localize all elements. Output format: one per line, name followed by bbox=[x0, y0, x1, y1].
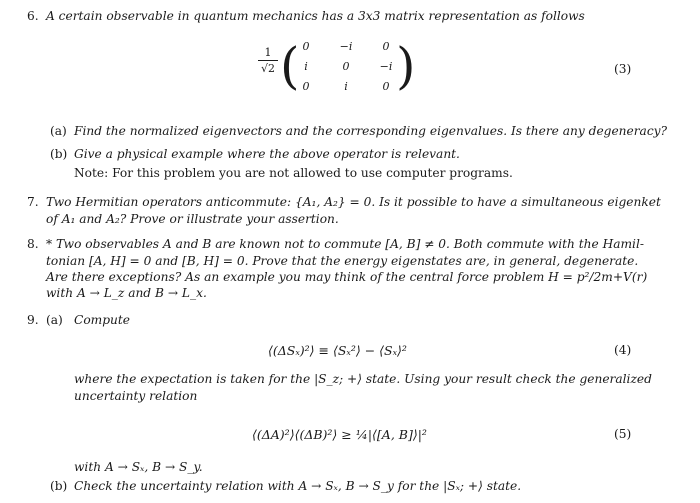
prefactor-numerator: 1 bbox=[264, 46, 272, 59]
matrix-cell-r1c3: 0 bbox=[382, 40, 390, 53]
equation-number-4: (4) bbox=[614, 343, 632, 357]
prefactor-denominator: √2 bbox=[260, 62, 275, 75]
problem-6b-label: (b) bbox=[50, 147, 68, 161]
matrix-cell-r3c2: i bbox=[344, 80, 348, 93]
problem-8-line-4: with A → L_z and B → L_x. bbox=[46, 286, 207, 300]
matrix-cell-r2c1: i bbox=[304, 60, 308, 73]
matrix-cell-r3c3: 0 bbox=[382, 80, 390, 93]
problem-6-note: Note: For this problem you are not allowed to use computer programs. bbox=[74, 166, 513, 180]
equation-5: ⟨(ΔA)²⟩⟨(ΔB)²⟩ ≥ ¼|⟨[A, B]⟩|² bbox=[252, 427, 427, 442]
matrix-right-paren: ) bbox=[396, 37, 416, 95]
problem-6b-text: Give a physical example where the above operator is relevant. bbox=[74, 147, 460, 161]
problem-6-statement: A certain observable in quantum mechanics has a 3x3 matrix representation as follows bbox=[46, 9, 585, 23]
problem-9a-text: Compute bbox=[74, 313, 130, 327]
problem-9-with: with A → Sₓ, B → S_y. bbox=[74, 460, 203, 474]
problem-6a-text: Find the normalized eigenvectors and the corresponding eigenvalues. Is there any degeneracy? bbox=[74, 124, 668, 138]
problem-6a-label: (a) bbox=[50, 124, 67, 138]
matrix-cell-r1c1: 0 bbox=[302, 40, 310, 53]
matrix-cell-r1c2: −i bbox=[339, 40, 353, 53]
problem-9-line-2: uncertainty relation bbox=[74, 389, 198, 403]
problem-7-line-2: of A₁ and A₂? Prove or illustrate your assertion. bbox=[46, 212, 339, 226]
problem-9b-text: Check the uncertainty relation with A → Sₓ, B → S_y for the |Sₓ; +⟩ state. bbox=[74, 479, 522, 493]
problem-8-line-3: Are there exceptions? As an example you may think of the central force problem H = p²/2m+V(r) bbox=[46, 270, 648, 284]
problem-9a-label: (a) bbox=[46, 313, 63, 327]
problem-8-line-1: * Two observables A and B are known not to commute [A, B] ≠ 0. Both commute with the Hamil- bbox=[46, 237, 644, 251]
matrix-cell-r2c2: 0 bbox=[342, 60, 350, 73]
problem-6-number: 6. bbox=[27, 9, 39, 23]
problem-7-number: 7. bbox=[27, 195, 39, 209]
problem-9-number: 9. bbox=[27, 313, 39, 327]
equation-4: ⟨(ΔSₓ)²⟩ ≡ ⟨Sₓ²⟩ − ⟨Sₓ⟩² bbox=[268, 343, 407, 358]
matrix-cell-r2c3: −i bbox=[379, 60, 393, 73]
problem-9-line-1: where the expectation is taken for the |S_z; +⟩ state. Using your result check the generalized bbox=[74, 372, 652, 386]
equation-number-5: (5) bbox=[614, 427, 632, 441]
problem-9b-label: (b) bbox=[50, 479, 68, 493]
problem-8-number: 8. bbox=[27, 237, 39, 251]
problem-7-line-1: Two Hermitian operators anticommute: {A₁, A₂} = 0. Is it possible to have a simultaneous eigenket bbox=[46, 195, 661, 209]
matrix-cell-r3c1: 0 bbox=[302, 80, 310, 93]
equation-number-3: (3) bbox=[614, 62, 632, 76]
problem-8-line-2: tonian [A, H] = 0 and [B, H] = 0. Prove that the energy eigenstates are, in general, degenerate. bbox=[46, 254, 639, 268]
matrix-prefactor bbox=[258, 46, 278, 75]
matrix-representation bbox=[258, 38, 418, 100]
matrix-left-paren: ( bbox=[280, 37, 300, 95]
